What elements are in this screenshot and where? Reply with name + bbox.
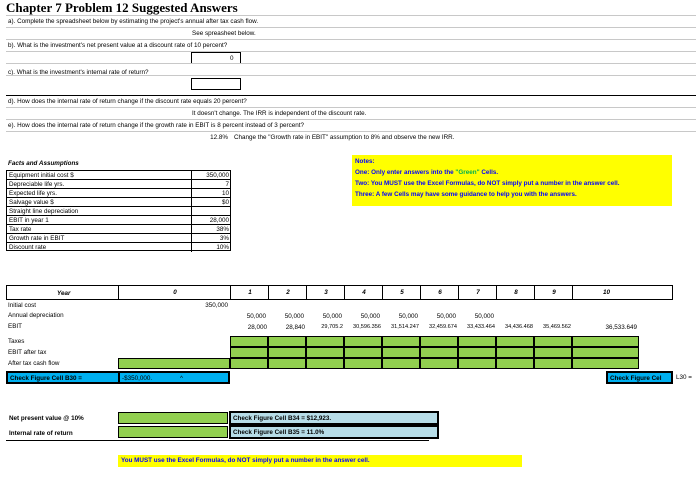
atcf-input[interactable] — [118, 358, 230, 369]
facts-row — [7, 225, 230, 234]
initial-cost-label: Initial cost — [8, 302, 36, 309]
year-number: 1 — [248, 289, 252, 296]
depreciation-value: 50,000 — [322, 313, 342, 320]
initial-cost-value: 350,000 — [205, 302, 228, 309]
ebit-after-tax-input[interactable] — [344, 347, 382, 358]
ebit-value: 28,840 — [285, 324, 305, 331]
question-d-row — [6, 95, 696, 107]
atcf-input[interactable] — [382, 358, 420, 369]
ebit-value: 29,705.2 — [321, 324, 343, 330]
facts-col-divider — [191, 216, 192, 225]
facts-col-divider — [191, 234, 192, 243]
question-b-row — [6, 39, 696, 51]
facts-row-label: Straight line depreciation — [9, 208, 79, 215]
facts-row-label: EBIT in year 1 — [9, 217, 49, 224]
facts-row-label: Growth rate in EBIT — [9, 235, 65, 242]
atcf-input[interactable] — [306, 358, 344, 369]
taxes-input[interactable] — [306, 336, 344, 347]
question-b: b). What is the investment's net present value at a discount rate of 10 percent? — [8, 42, 228, 49]
ebit-value: 35,469.562 — [543, 324, 571, 330]
atcf-input[interactable] — [420, 358, 458, 369]
atcf-label: After tax cash flow — [8, 360, 60, 367]
depreciation-label: Annual depreciation — [8, 312, 64, 319]
ebit-value: 28,000 — [247, 324, 267, 331]
year-number: 5 — [400, 289, 404, 296]
check-b30-label-cell — [6, 371, 120, 384]
facts-row — [7, 207, 230, 216]
results-bottom-line — [6, 440, 429, 441]
year-number: 7 — [476, 289, 480, 296]
atcf-input[interactable] — [534, 358, 572, 369]
irr-label: Internal rate of return — [9, 430, 73, 437]
facts-row-value[interactable]: 10 — [221, 190, 229, 197]
facts-header: Facts and Assumptions — [8, 160, 79, 167]
facts-col-divider — [191, 171, 192, 180]
warning-text: You MUST use the Excel Formulas, do NOT simply put a number in the answer cell. — [121, 457, 370, 464]
taxes-input[interactable] — [534, 336, 572, 347]
check-b35-cell — [229, 425, 439, 439]
question-d: d). How does the internal rate of return change if the discount rate equals 20 percent? — [8, 98, 247, 105]
warning-box — [118, 455, 522, 467]
check-b34-cell — [229, 411, 439, 425]
atcf-year10-cell[interactable] — [606, 371, 673, 384]
facts-col-divider — [191, 198, 192, 207]
answer-d: It doesn't change. The IRR is independent of the discount rate. — [192, 110, 367, 117]
ebit-after-tax-input[interactable] — [572, 347, 639, 358]
year-header-cell — [420, 285, 458, 300]
ebit-value: 34,436.468 — [505, 324, 533, 330]
note-two: Two: You MUST use the Excel Formulas, do NOT simply put a number in the answer cell. — [355, 180, 620, 187]
question-a: a). Complete the spreadsheet below by estimating the project's annual after tax cash flow. — [8, 18, 259, 25]
answer-a-row — [6, 27, 696, 39]
facts-row-value[interactable]: $0 — [221, 199, 229, 206]
taxes-input[interactable] — [230, 336, 268, 347]
irr-input[interactable] — [118, 426, 228, 438]
ebit-after-tax-input[interactable] — [230, 347, 268, 358]
check-b30-value: -$350,000. — [122, 375, 153, 382]
facts-row — [7, 243, 230, 252]
note-one: One: Only enter answers into the "Green" Cells. — [355, 169, 499, 176]
year-number: 9 — [552, 289, 556, 296]
ebit-after-tax-input[interactable] — [306, 347, 344, 358]
depreciation-value: 50,000 — [436, 313, 456, 320]
atcf-input[interactable] — [458, 358, 496, 369]
cursor-icon: ^ — [180, 375, 183, 382]
facts-row-value[interactable]: 350,000 — [206, 172, 229, 179]
answer-e: Change the "Growth rate in EBIT" assumption to 8% and observe the new IRR. — [234, 134, 455, 141]
facts-row-label: Depreciable life yrs. — [9, 181, 65, 188]
ebit-label: EBIT — [8, 323, 22, 330]
taxes-label: Taxes — [8, 338, 25, 345]
facts-col-divider — [191, 225, 192, 234]
year-header-cell — [382, 285, 420, 300]
npv-label: Net present value @ 10% — [9, 415, 84, 422]
facts-row — [7, 171, 230, 180]
question-c: c). What is the investment's internal rate of return? — [8, 69, 149, 76]
year-number: 3 — [324, 289, 328, 296]
taxes-input[interactable] — [420, 336, 458, 347]
ebit-value: 30,596.356 — [353, 324, 381, 330]
taxes-input[interactable] — [496, 336, 534, 347]
ebit-value: 31,514.247 — [391, 324, 419, 330]
taxes-input[interactable] — [572, 336, 639, 347]
taxes-input[interactable] — [458, 336, 496, 347]
ebit-after-tax-input[interactable] — [420, 347, 458, 358]
facts-row-label: Salvage value $ — [9, 199, 54, 206]
answer-e-row — [6, 131, 696, 143]
year-number: 0 — [173, 289, 177, 296]
ebit-value: 33,433.464 — [467, 324, 495, 330]
facts-col-divider — [191, 243, 192, 252]
ebit-after-tax-label: EBIT after tax — [8, 349, 47, 356]
depreciation-value: 50,000 — [284, 313, 304, 320]
year-header-cell — [268, 285, 306, 300]
answer-c-row — [6, 75, 696, 93]
year-header-cell — [230, 285, 268, 300]
depreciation-value: 50,000 — [360, 313, 380, 320]
atcf-input[interactable] — [344, 358, 382, 369]
facts-row-value[interactable]: 3% — [219, 235, 229, 242]
answer-c-cell[interactable] — [191, 78, 241, 90]
facts-row-value[interactable]: 10% — [216, 244, 229, 251]
facts-table — [6, 170, 231, 251]
check-l30-label: Check Figure Cel — [610, 375, 662, 382]
taxes-input[interactable] — [268, 336, 306, 347]
facts-row — [7, 180, 230, 189]
year-header-cell — [118, 285, 230, 300]
facts-col-divider — [191, 207, 192, 216]
facts-row-label: Expected life yrs. — [9, 190, 57, 197]
question-a-row — [6, 15, 696, 27]
facts-row-label: Tax rate — [9, 226, 32, 233]
facts-row-value[interactable]: 7 — [225, 181, 229, 188]
year-label: Year — [57, 290, 71, 297]
page-title: Chapter 7 Problem 12 Suggested Answers — [6, 0, 238, 15]
year-header-cell — [458, 285, 496, 300]
answer-b-row — [6, 51, 696, 63]
depreciation-value: 50,000 — [474, 313, 494, 320]
ebit-after-tax-input[interactable] — [382, 347, 420, 358]
note-three: Three: A few Cells may have some guidance to help you with the answers. — [355, 191, 577, 198]
facts-row — [7, 216, 230, 225]
answer-a: See spreasheet below. — [192, 30, 256, 37]
year-number: 2 — [286, 289, 290, 296]
year-number: 10 — [602, 289, 610, 296]
taxes-input[interactable] — [344, 336, 382, 347]
ebit-after-tax-input[interactable] — [268, 347, 306, 358]
question-c-row — [6, 63, 696, 75]
ebit-value: 32,459.674 — [429, 324, 457, 330]
ebit-after-tax-input[interactable] — [458, 347, 496, 358]
answer-e-value[interactable]: 12.8% — [210, 134, 228, 141]
answer-b: 0 — [230, 55, 234, 62]
taxes-input[interactable] — [382, 336, 420, 347]
facts-row — [7, 234, 230, 243]
year-number: 6 — [438, 289, 442, 296]
answer-d-row — [6, 107, 696, 119]
ebit-after-tax-input[interactable] — [496, 347, 534, 358]
ebit-after-tax-input[interactable] — [534, 347, 572, 358]
check-b34: Check Figure Cell B34 = $12,923. — [233, 415, 332, 422]
facts-col-divider — [191, 189, 192, 198]
facts-row-label: Equipment initial cost $ — [9, 172, 74, 179]
facts-col-divider — [191, 180, 192, 189]
atcf-input[interactable] — [572, 358, 639, 369]
year-number: 4 — [362, 289, 366, 296]
atcf-input[interactable] — [496, 358, 534, 369]
npv-input[interactable] — [118, 412, 228, 424]
year-header-cell — [534, 285, 572, 300]
year-header-cell — [572, 285, 639, 300]
question-e: e). How does the internal rate of return change if the growth rate in EBIT is 8 percent instead of 3 percent? — [8, 122, 305, 129]
depreciation-value: 50,000 — [398, 313, 418, 320]
year-number: 8 — [514, 289, 518, 296]
ebit-value: 36,533.649 — [605, 324, 637, 331]
facts-row-value[interactable]: 28,000 — [209, 217, 229, 224]
depreciation-value: 50,000 — [246, 313, 266, 320]
year-header-cell — [496, 285, 534, 300]
facts-row — [7, 189, 230, 198]
facts-row — [7, 198, 230, 207]
notes-box — [352, 155, 672, 206]
check-b30-label: Check Figure Cell B30 = — [10, 375, 82, 382]
facts-row-label: Discount rate — [9, 244, 47, 251]
check-b35: Check Figure Cell B35 = 11.0% — [233, 429, 325, 436]
notes-header: Notes: — [355, 158, 375, 165]
atcf-input[interactable] — [230, 358, 268, 369]
l30-label: L30 = — [676, 374, 692, 381]
year-header-cell — [306, 285, 344, 300]
atcf-input[interactable] — [268, 358, 306, 369]
question-e-row — [6, 119, 696, 131]
year-header-cell — [344, 285, 382, 300]
facts-row-value[interactable]: 38% — [216, 226, 229, 233]
atcf-year0-cell[interactable] — [118, 371, 230, 384]
